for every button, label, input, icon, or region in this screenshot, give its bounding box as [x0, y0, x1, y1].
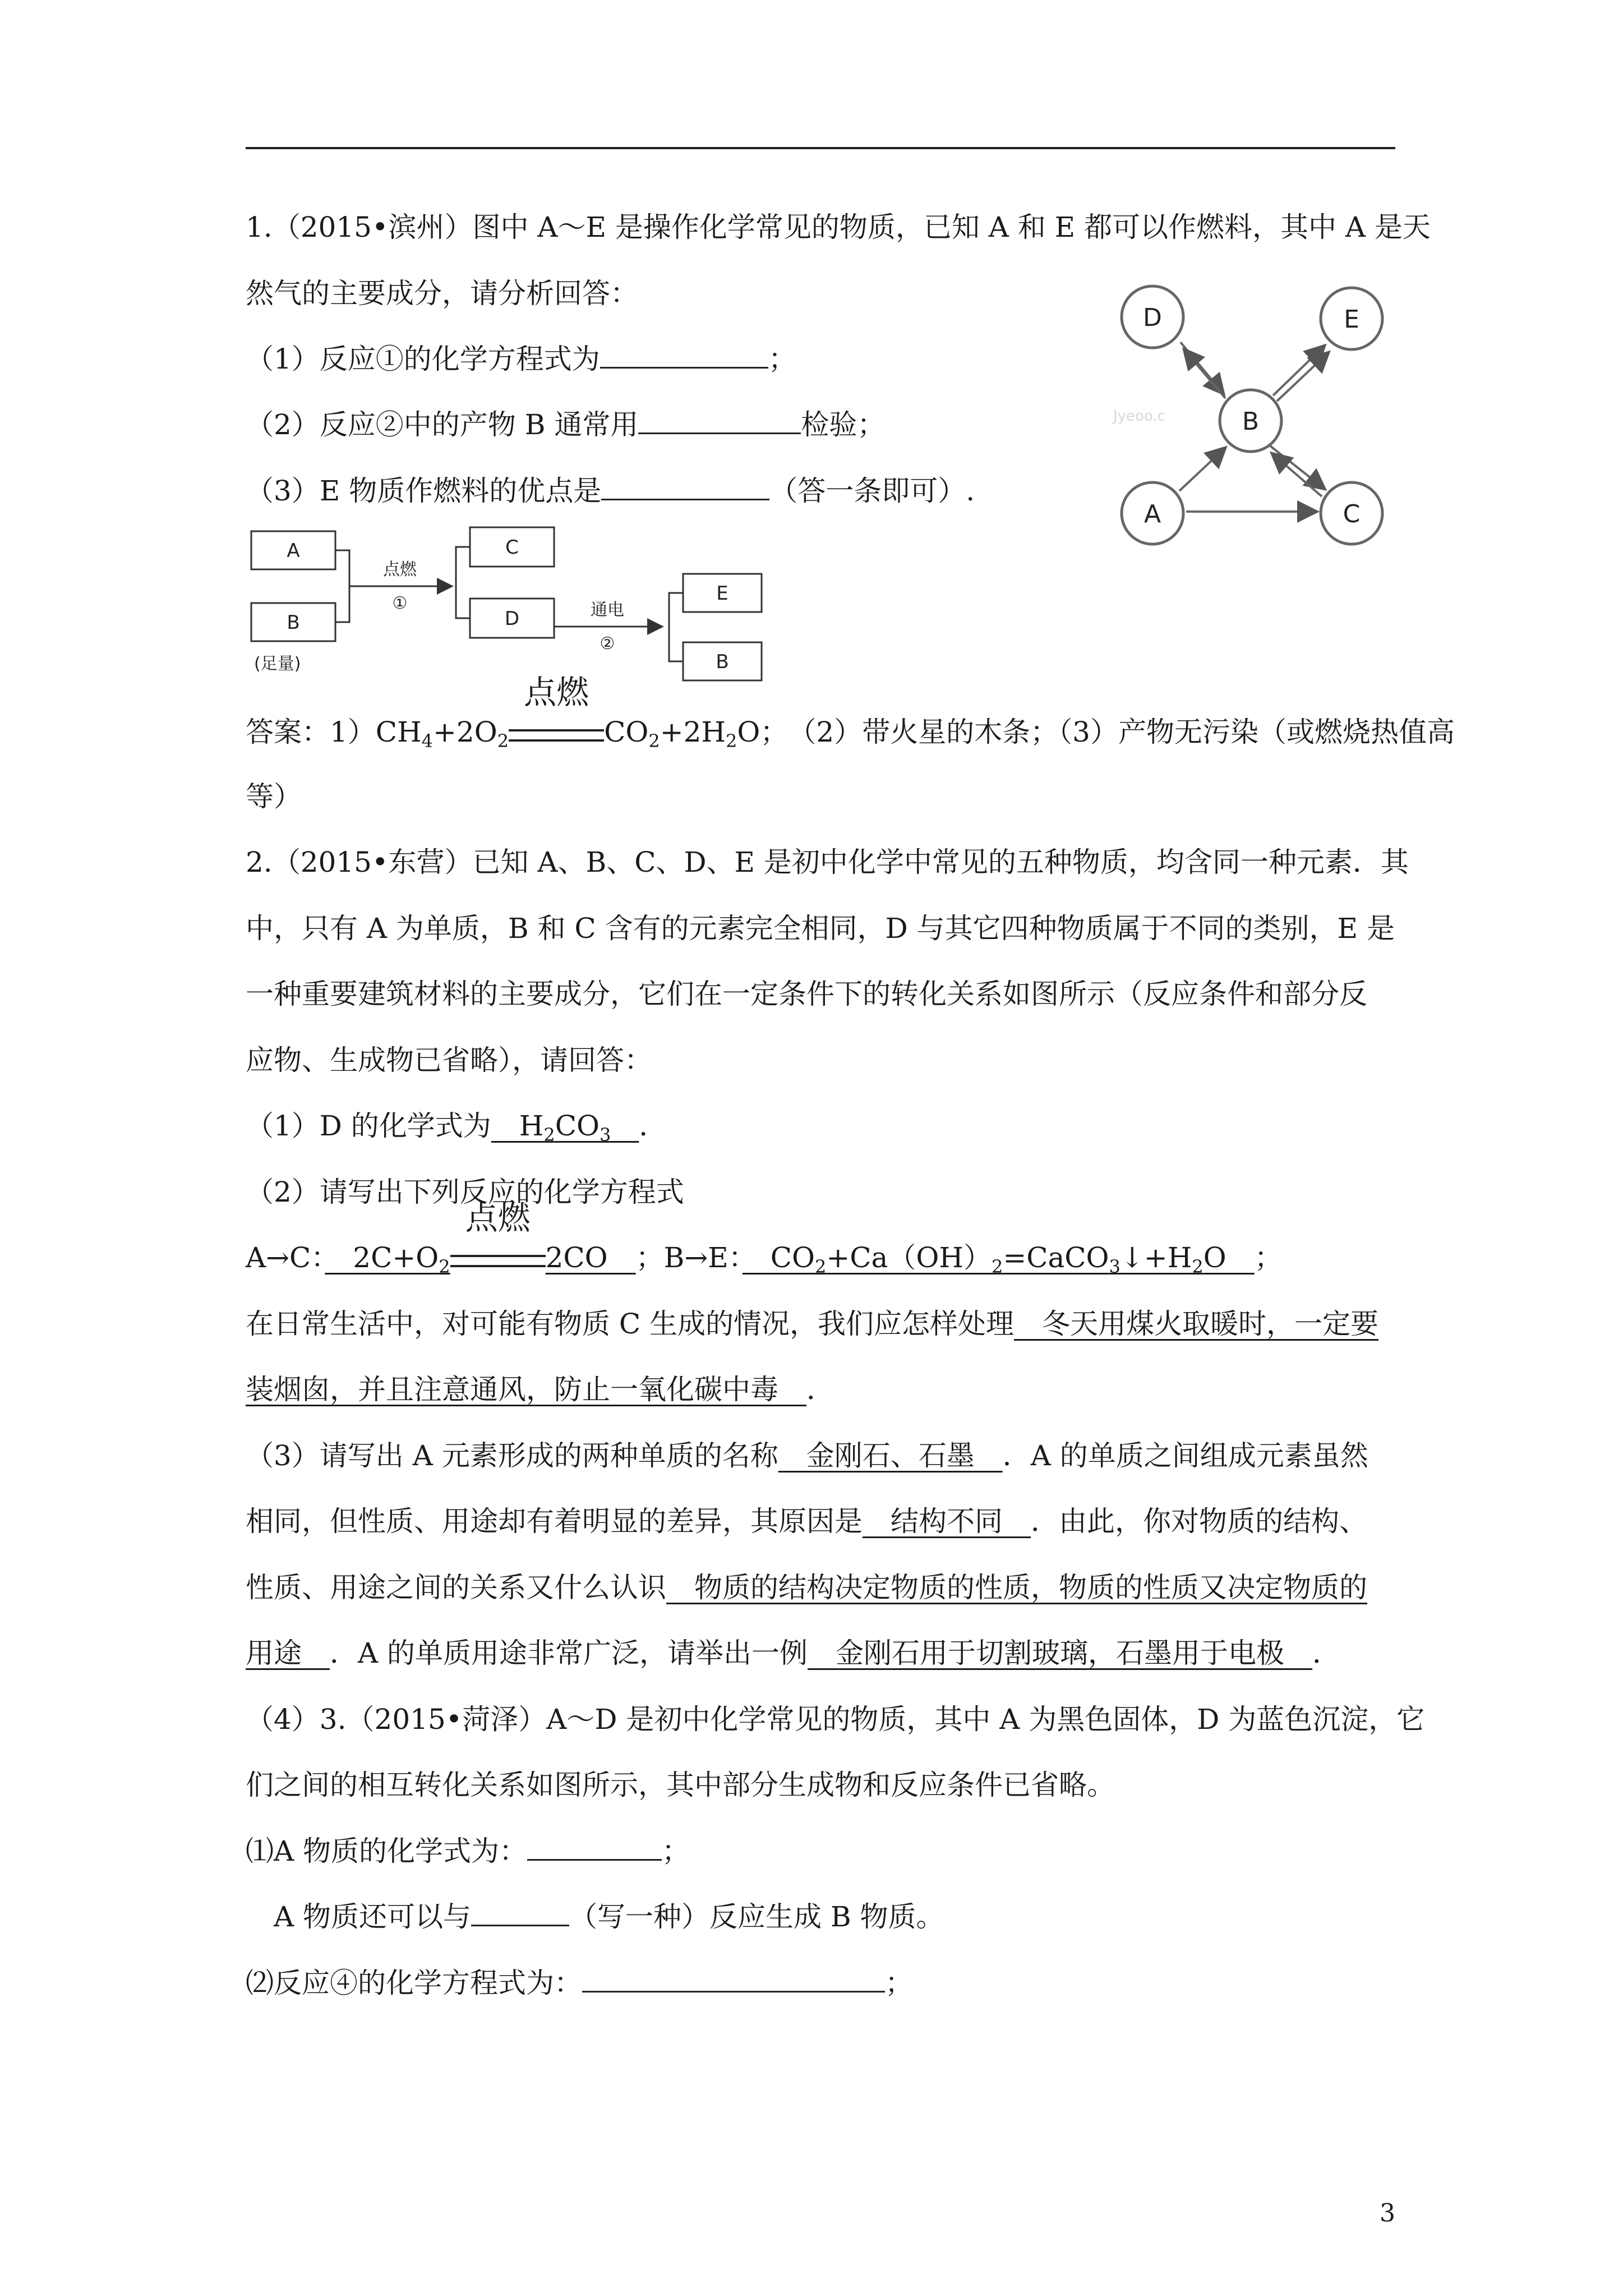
q1-part3: （3）E 物质作燃料的优点是 （答一条即可）.	[246, 475, 975, 507]
flow-label-c: C	[505, 536, 519, 559]
circle-label-d: D	[1143, 303, 1162, 332]
answer-blank[interactable]	[600, 344, 768, 369]
q3-part2: ⑵反应④的化学方程式为： ；	[246, 1967, 913, 1999]
flow-note: (足量)	[254, 654, 301, 674]
q2-daily: 在日常生活中，对可能有物质 C 生成的情况，我们应怎样处理 冬天用煤火取暖时，一定要	[246, 1308, 1379, 1340]
flow-label-b: B	[287, 611, 300, 634]
answer-a-to-c: $2C+O_2$ 点燃 2CO	[325, 1199, 636, 1277]
q1-circle-diagram	[1102, 280, 1405, 550]
circle-label-c: C	[1343, 500, 1361, 528]
q2-line4: 应物、生成物已省略），请回答：	[246, 1044, 652, 1076]
q1-part1: （1）反应①的化学方程式为 ；	[246, 343, 796, 375]
answer-b-to-e: $CO_2+Ca(OH)_2=CaCO_3↓+H_2O$	[742, 1241, 1255, 1277]
q2-part3b: 相同，但性质、用途却有着明显的差异，其原因是 结构不同 ．由此，你对物质的结构、	[246, 1505, 1367, 1538]
q3-line2: 们之间的相互转化关系如图所示，其中部分生成物和反应条件已省略。	[246, 1769, 1115, 1801]
answer-blank[interactable]	[471, 1902, 569, 1926]
q1-answer: 答案：$1)CH_4+2O_2$ 点燃 $CO_2+2H_2O$； （2）带火星的木条；（3）产物无污染（或燃烧热值高	[246, 673, 1455, 752]
answer-blank[interactable]	[601, 476, 769, 500]
q2-line1: 2.（2015•东营）已知 A、B、C、D、E 是初中化学中常见的五种物质，均含同一种元素．其	[246, 846, 1409, 878]
watermark: Jyeoo.c	[1113, 408, 1165, 425]
q2-part3d: 用途 ．A 的单质用途非常广泛，请举出一例 金刚石用于切割玻璃，石墨用于电极 ．	[246, 1637, 1341, 1669]
q3-part1: ⑴A 物质的化学式为： ；	[246, 1835, 690, 1867]
flow-num2: ②	[600, 634, 615, 654]
q2-line3: 一种重要建筑材料的主要成分，它们在一定条件下的转化关系如图所示（反应条件和部分反	[246, 978, 1367, 1010]
q2-part3c: 性质、用途之间的关系又什么认识 物质的结构决定物质的性质，物质的性质又决定物质的	[246, 1571, 1367, 1604]
flow-num1: ①	[392, 593, 408, 613]
flow-cond2: 通电	[591, 600, 624, 620]
answer-blank[interactable]	[527, 1837, 662, 1861]
page-number: 3	[1380, 2199, 1395, 2228]
circle-label-a: A	[1144, 500, 1161, 528]
q2-daily-cont: 装烟囱，并且注意通风，防止一氧化碳中毒 ．	[246, 1373, 834, 1406]
q2-part3: （3）请写出 A 元素形成的两种单质的名称 金刚石、石墨 ．A 的单质之间组成元素虽然	[246, 1439, 1368, 1472]
answer-d-formula: $H_2CO_3$	[491, 1110, 611, 1145]
q2-line2: 中，只有 A 为单质，B 和 C 含有的元素完全相同，D 与其它四种物质属于不同的类别，E 是	[246, 912, 1395, 945]
q1-part2: （2）反应②中的产物 B 通常用 检验；	[246, 408, 886, 441]
q1-flow-diagram	[246, 524, 767, 687]
q3-part1b: A 物质还可以与 （写一种）反应生成 B 物质。	[246, 1901, 944, 1933]
flow-label-a: A	[287, 540, 300, 562]
reaction-condition: 点燃	[450, 1245, 546, 1267]
q1-line1: 1.（2015•滨州）图中 A～E 是操作化学常见的物质，已知 A 和 E 都可以作燃料，其中 A 是天	[246, 211, 1431, 243]
q2-part2: （2）请写出下列反应的化学方程式	[246, 1176, 684, 1208]
q1-line2: 然气的主要成分，请分析回答：	[246, 277, 638, 310]
q1-answer-cont: 等）	[246, 780, 302, 813]
flow-label-b2: B	[716, 651, 729, 673]
q3-line1: （4）3.（2015•菏泽）A～D 是初中化学常见的物质，其中 A 为黑色固体，D 为蓝色沉淀，它	[246, 1703, 1425, 1736]
answer-blank[interactable]	[638, 410, 801, 434]
q2-part1: （1）D 的化学式为 $H_2CO_3$ ．	[246, 1110, 667, 1145]
flow-label-d: D	[504, 608, 520, 630]
circle-label-e: E	[1344, 305, 1359, 334]
flow-label-e: E	[716, 582, 728, 605]
header-rule	[246, 147, 1395, 149]
reaction-condition: 点燃	[509, 719, 604, 742]
flow-cond1: 点燃	[383, 560, 417, 579]
circle-label-b: B	[1242, 407, 1260, 436]
q2-equations: A→C： $2C+O_2$ 点燃 2CO ；B→E： $CO_2+Ca(OH)_2=CaCO_3↓+H_2O$ ；	[246, 1199, 1283, 1277]
answer-blank[interactable]	[582, 1968, 885, 1993]
